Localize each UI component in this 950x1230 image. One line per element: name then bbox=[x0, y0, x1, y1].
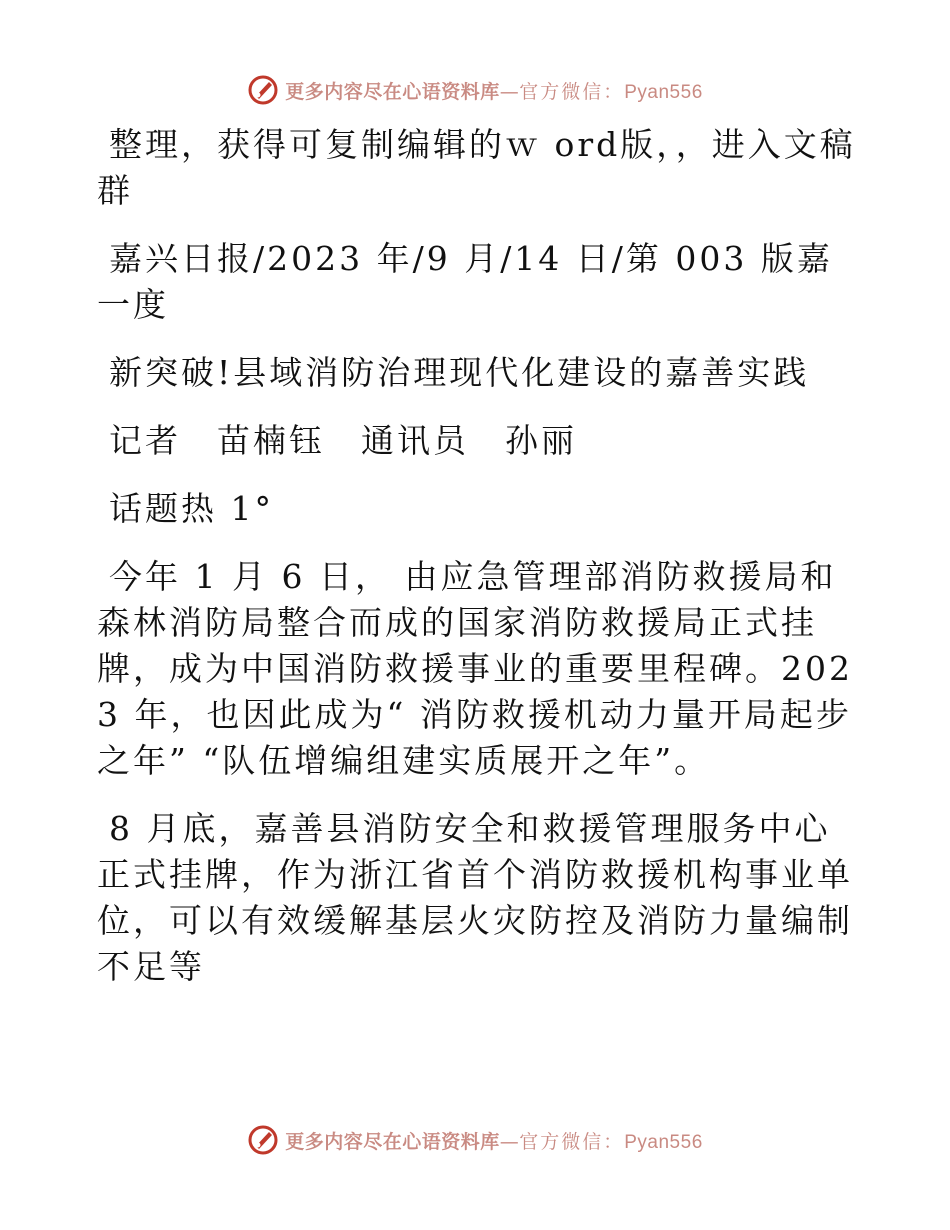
watermark-wechat-id: Pyan556 bbox=[624, 1131, 703, 1153]
body-paragraph: 今年 1 月 6 日， 由应急管理部消防救援局和森林消防局整合而成的国家消防救援局正式挂牌，成为中国消防救援事业的重要里程碑。2023 年，也因此成为“ 消防救援机动力量开局起步之年” “队伍增编组建实质展开之年”。 bbox=[97, 557, 853, 780]
intro-line: 整理，获得可复制编辑的ｗ ord版，，进入文稿群 bbox=[97, 125, 856, 210]
topic-heat: 话题热 1° bbox=[109, 489, 274, 528]
brush-logo-icon bbox=[247, 1124, 279, 1156]
watermark-text bbox=[285, 77, 703, 104]
header-watermark bbox=[0, 72, 950, 108]
watermark-wechat-label: 官方微信： bbox=[519, 80, 625, 103]
watermark-wechat-id: Pyan556 bbox=[624, 81, 703, 103]
watermark-site: 更多内容尽在心语资料库 bbox=[285, 1130, 500, 1153]
source-line: 嘉兴日报/2023 年/9 月/14 日/第 003 版嘉一度 bbox=[97, 239, 833, 324]
body-paragraph: 8 月底，嘉善县消防安全和救援管理服务中心正式挂牌，作为浙江省首个消防救援机构事业单位，可以有效缓解基层火灾防控及消防力量编制不足等 bbox=[97, 809, 853, 986]
byline: 记者 苗楠钰 通讯员 孙丽 bbox=[109, 421, 577, 460]
watermark-site: 更多内容尽在心语资料库 bbox=[285, 80, 500, 103]
document-body bbox=[97, 122, 857, 1012]
footer-watermark bbox=[0, 1122, 950, 1158]
watermark-dash: — bbox=[499, 1130, 520, 1153]
watermark-text bbox=[285, 1127, 703, 1154]
watermark-wechat-label: 官方微信： bbox=[519, 1130, 625, 1153]
watermark-dash: — bbox=[499, 80, 520, 103]
brush-logo-icon bbox=[247, 74, 279, 106]
article-title: 新突破!县域消防治理现代化建设的嘉善实践 bbox=[109, 353, 810, 392]
